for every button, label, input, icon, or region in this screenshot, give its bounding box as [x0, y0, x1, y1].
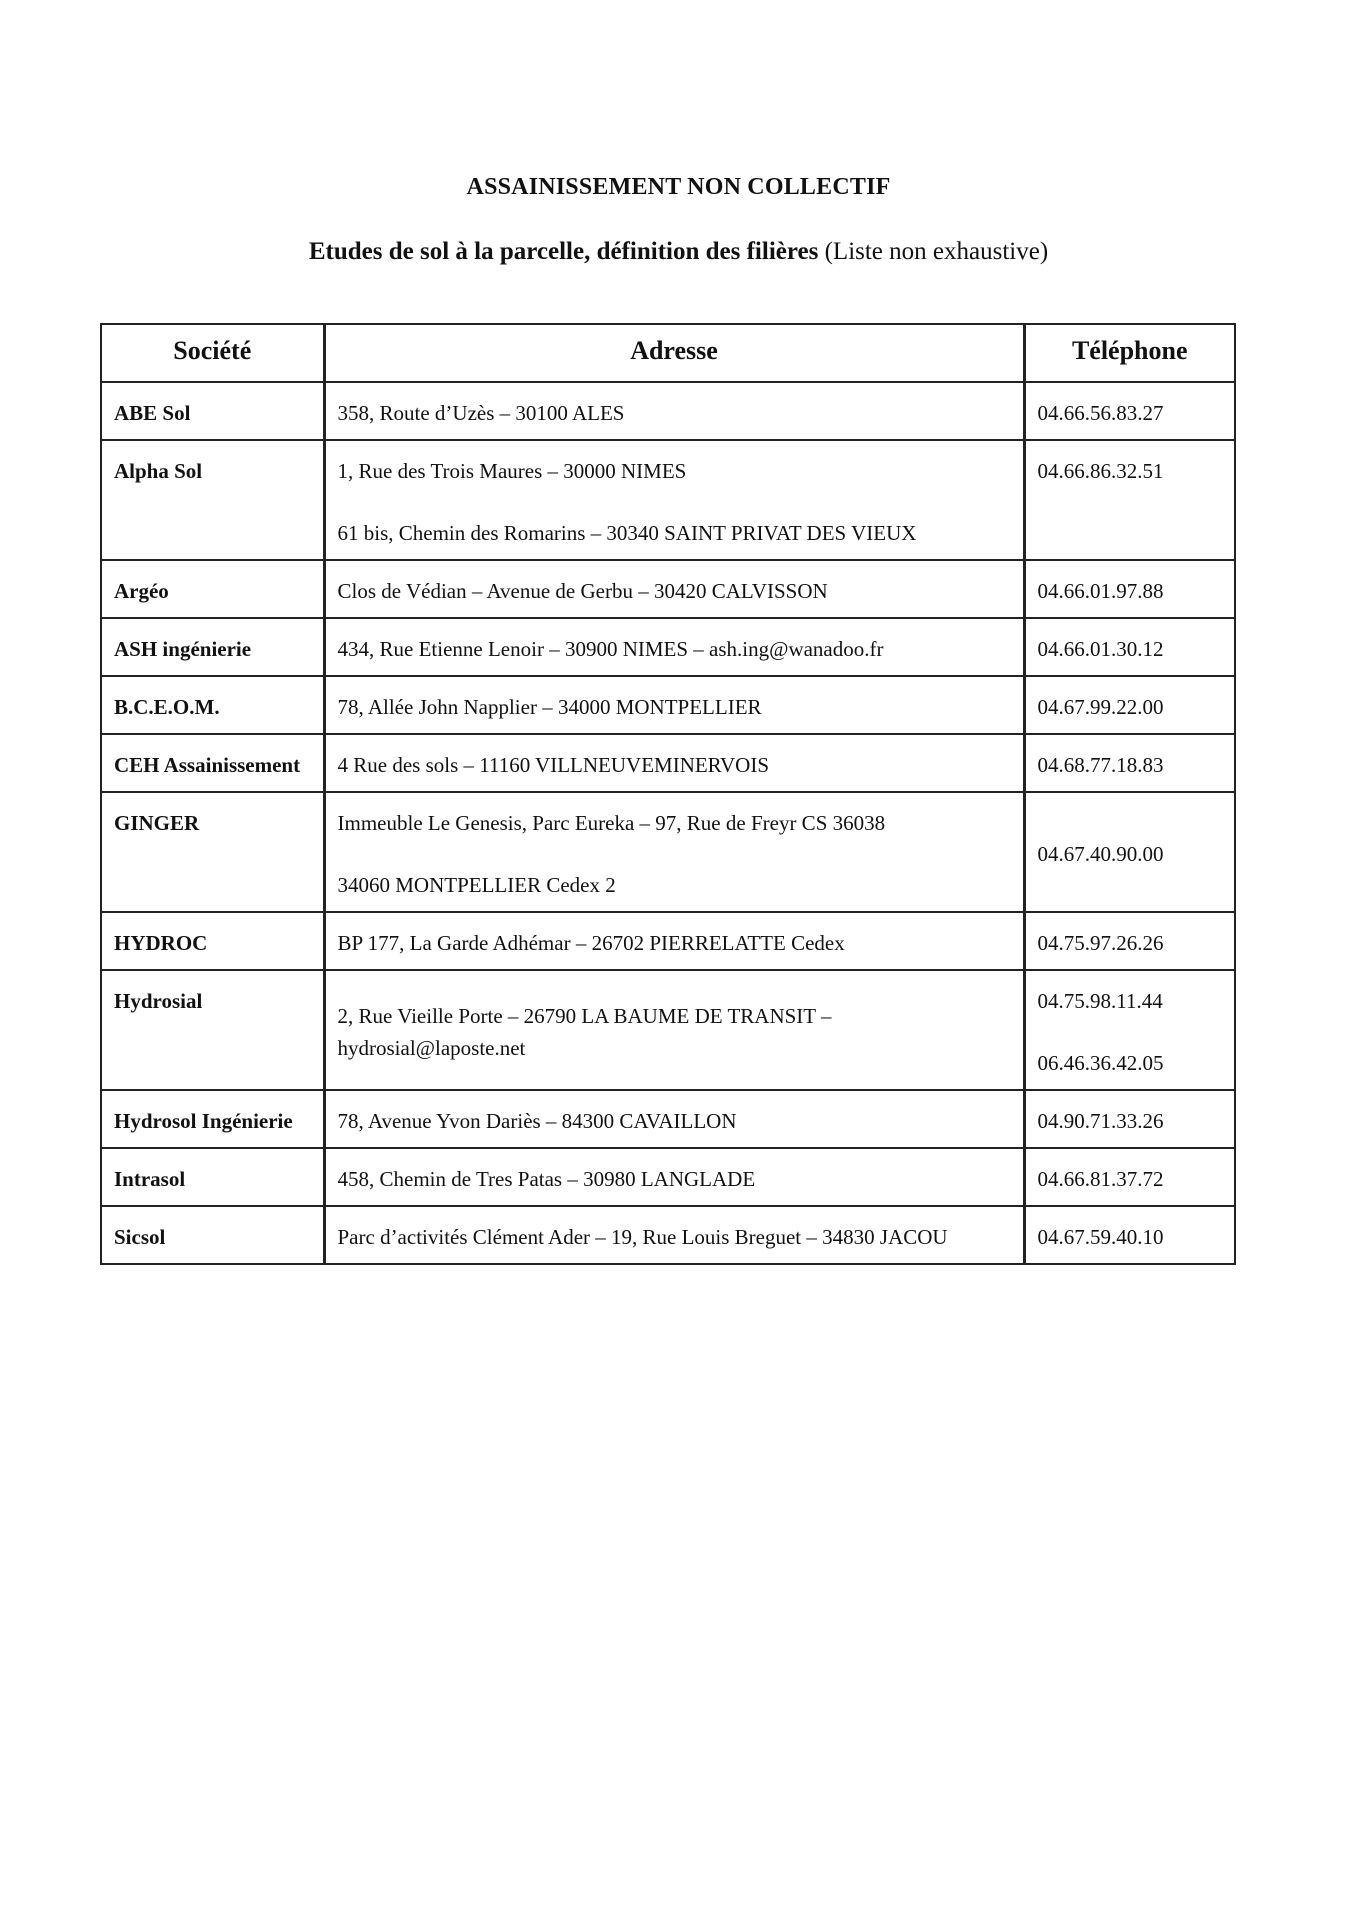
cell-adresse: 434, Rue Etienne Lenoir – 30900 NIMES – ash.ing@wanadoo.fr	[324, 618, 1024, 676]
phone-line: 04.75.98.11.44	[1037, 989, 1163, 1013]
subtitle-bold: Etudes de sol à la parcelle, définition des filières	[308, 238, 819, 265]
cell-telephone: 04.66.01.30.12	[1024, 618, 1235, 676]
table-row	[101, 1090, 1235, 1148]
table-row	[101, 792, 1235, 912]
header-telephone: Téléphone	[1024, 324, 1235, 382]
cell-societe: Hydrosol Ingénierie	[101, 1090, 324, 1148]
cell-societe: GINGER	[101, 792, 324, 912]
cell-adresse	[324, 792, 1024, 912]
address-line: 1, Rue des Trois Maures – 30000 NIMES	[337, 459, 687, 483]
table-row	[101, 440, 1235, 560]
table-row	[101, 560, 1235, 618]
cell-telephone: 04.66.56.83.27	[1024, 382, 1235, 440]
cell-adresse	[324, 440, 1024, 560]
header-adresse: Adresse	[324, 324, 1024, 382]
address-line: hydrosial@laposte.net	[337, 1036, 526, 1060]
table-row	[101, 676, 1235, 734]
cell-adresse: Parc d’activités Clément Ader – 19, Rue Louis Breguet – 34830 JACOU	[324, 1206, 1024, 1264]
cell-telephone: 04.75.97.26.26	[1024, 912, 1235, 970]
page-subtitle	[0, 238, 1357, 266]
cell-telephone: 04.66.86.32.51	[1024, 440, 1235, 560]
table-row	[101, 618, 1235, 676]
cell-telephone: 04.67.40.90.00	[1024, 792, 1235, 912]
cell-societe: Alpha Sol	[101, 440, 324, 560]
cell-societe: ASH ingénierie	[101, 618, 324, 676]
address-line: 61 bis, Chemin des Romarins – 30340 SAINT PRIVAT DES VIEUX	[337, 521, 917, 545]
cell-telephone: 04.66.81.37.72	[1024, 1148, 1235, 1206]
phone-line: 06.46.36.42.05	[1037, 1051, 1164, 1075]
cell-societe: ABE Sol	[101, 382, 324, 440]
cell-adresse: 458, Chemin de Tres Patas – 30980 LANGLADE	[324, 1148, 1024, 1206]
cell-societe: Intrasol	[101, 1148, 324, 1206]
cell-telephone: 04.67.99.22.00	[1024, 676, 1235, 734]
cell-telephone: 04.67.59.40.10	[1024, 1206, 1235, 1264]
cell-societe: HYDROC	[101, 912, 324, 970]
cell-adresse	[324, 970, 1024, 1090]
table-header-row	[101, 324, 1235, 382]
address-line: 34060 MONTPELLIER Cedex 2	[337, 873, 616, 897]
cell-telephone: 04.68.77.18.83	[1024, 734, 1235, 792]
table-row	[101, 1206, 1235, 1264]
cell-telephone: 04.90.71.33.26	[1024, 1090, 1235, 1148]
subtitle-normal: (Liste non exhaustive)	[824, 238, 1049, 265]
address-line: Immeuble Le Genesis, Parc Eureka – 97, Rue de Freyr CS 36038	[337, 811, 886, 835]
table-row	[101, 382, 1235, 440]
cell-societe: Hydrosial	[101, 970, 324, 1090]
header-societe: Société	[101, 324, 324, 382]
contacts-table	[100, 323, 1236, 1265]
cell-adresse: BP 177, La Garde Adhémar – 26702 PIERRELATTE Cedex	[324, 912, 1024, 970]
cell-societe: Argéo	[101, 560, 324, 618]
page-title: ASSAINISSEMENT NON COLLECTIF	[466, 174, 891, 200]
cell-adresse: 78, Avenue Yvon Dariès – 84300 CAVAILLON	[324, 1090, 1024, 1148]
table-row	[101, 1148, 1235, 1206]
cell-adresse: Clos de Védian – Avenue de Gerbu – 30420 CALVISSON	[324, 560, 1024, 618]
table-row	[101, 912, 1235, 970]
cell-telephone: 04.66.01.97.88	[1024, 560, 1235, 618]
cell-adresse: 358, Route d’Uzès – 30100 ALES	[324, 382, 1024, 440]
address-line: 2, Rue Vieille Porte – 26790 LA BAUME DE TRANSIT –	[337, 1004, 832, 1028]
cell-adresse: 78, Allée John Napplier – 34000 MONTPELLIER	[324, 676, 1024, 734]
cell-societe: Sicsol	[101, 1206, 324, 1264]
table-row	[101, 734, 1235, 792]
cell-societe: B.C.E.O.M.	[101, 676, 324, 734]
cell-adresse: 4 Rue des sols – 11160 VILLNEUVEMINERVOIS	[324, 734, 1024, 792]
cell-societe: CEH Assainissement	[101, 734, 324, 792]
table-row	[101, 970, 1235, 1090]
cell-telephone	[1024, 970, 1235, 1090]
